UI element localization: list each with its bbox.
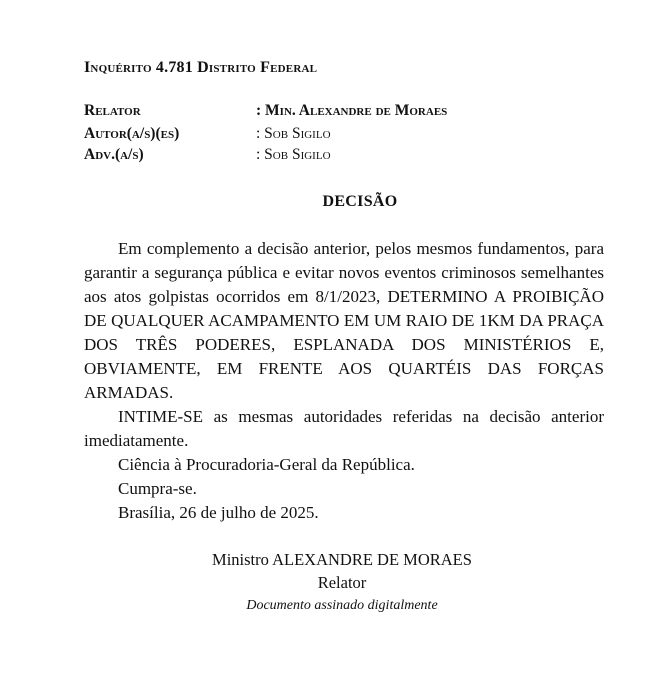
signature-block <box>0 548 650 617</box>
decision-heading: DECISÃO <box>322 193 398 210</box>
paragraph-cumpra: Cumpra-se. <box>118 479 197 498</box>
signature-role: Relator <box>317 573 367 592</box>
paragraph-determination: Em complemento a decisão anterior, pelos mesmos fundamentos, para garantir a segurança pública e evitar novos eventos criminosos semelhantes aos atos golpistas ocorridos em 8/1/2023, DETERMINO A PROIBIÇÃO DE QUALQUER ACAMPAMENTO EM UM RAIO DE 1KM DA PRAÇA DOS TRÊS PODERES, ESPLANADA DOS MINISTÉRIOS E, OBVIAMENTE, EM FRENTE AOS QUARTÉIS DAS FORÇAS ARMADAS. <box>84 239 604 402</box>
case-title: Inquérito 4.781 Distrito Federal <box>84 59 318 76</box>
paragraph-intimation: INTIME-SE as mesmas autoridades referidas na decisão anterior imediatamente. <box>84 407 604 450</box>
metadata-label: Autor(a/s)(es) <box>84 125 180 142</box>
signature-name: Ministro ALEXANDRE DE MORAES <box>212 550 472 569</box>
signature-note: Documento assinado digitalmente <box>246 598 438 613</box>
paragraph-date: Brasília, 26 de julho de 2025. <box>118 503 319 522</box>
metadata-label: Adv.(a/s) <box>84 146 144 163</box>
metadata-value: : Sob Sigilo <box>256 125 331 142</box>
decision-body <box>84 237 604 525</box>
metadata-value: : Sob Sigilo <box>256 146 331 163</box>
metadata-label: Relator <box>84 102 141 119</box>
metadata-value: : Min. Alexandre de Moraes <box>256 102 448 119</box>
paragraph-ciencia: Ciência à Procuradoria-Geral da República. <box>118 455 415 474</box>
